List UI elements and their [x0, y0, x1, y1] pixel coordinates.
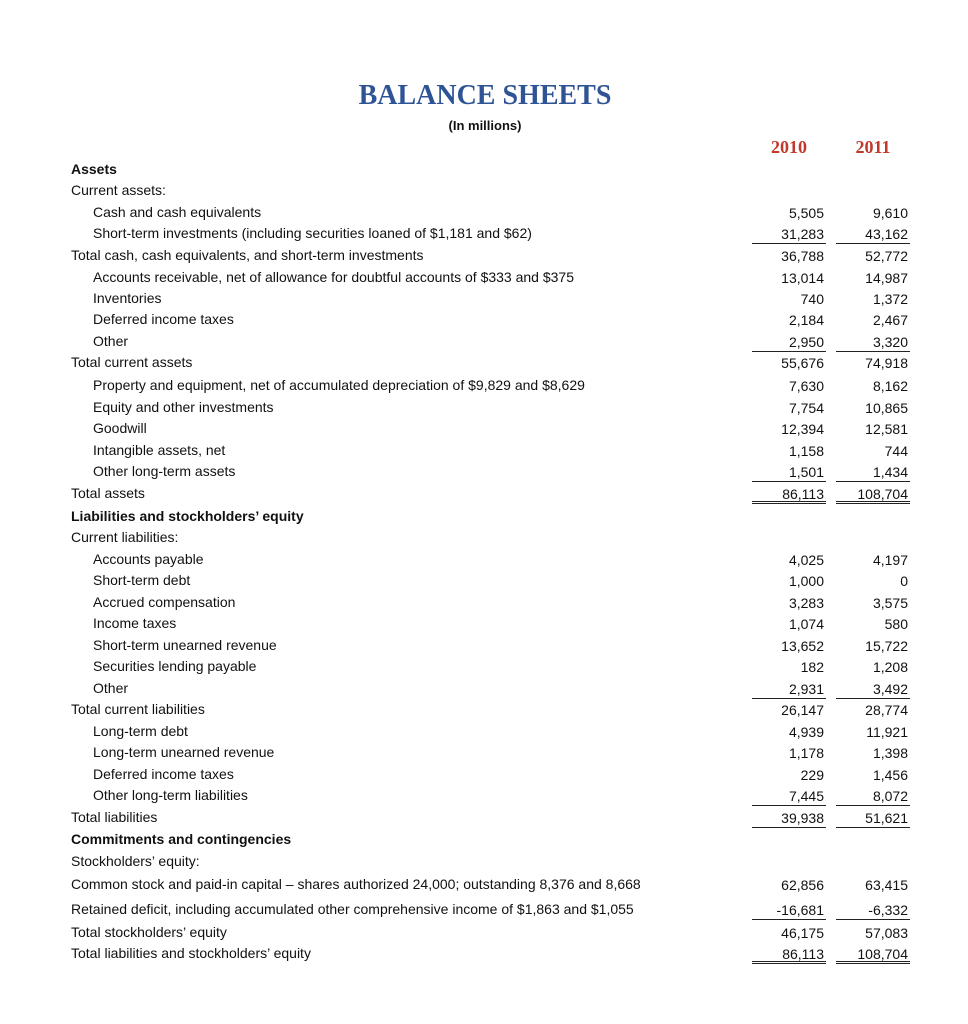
- value-2011: 580: [884, 616, 908, 632]
- table-row: [0, 461, 968, 482]
- table-row: [0, 635, 968, 656]
- row-label: Deferred income taxes: [93, 311, 234, 327]
- row-label: Total cash, cash equivalents, and short-term investments: [71, 247, 424, 263]
- value-2011: 52,772: [865, 248, 908, 264]
- table-row: [0, 764, 968, 785]
- value-2010: 7,754: [788, 400, 824, 416]
- value-2010: 5,505: [788, 205, 824, 221]
- value-2011: 4,197: [872, 552, 908, 568]
- table-row: [0, 309, 968, 330]
- value-2010: 182: [800, 659, 824, 675]
- row-label: Goodwill: [93, 420, 147, 436]
- table-row: [0, 592, 968, 613]
- value-2010: 36,788: [781, 248, 824, 264]
- value-2010: 55,676: [781, 355, 824, 371]
- value-2011: 3,320: [836, 333, 910, 352]
- value-2010: 86,113: [752, 485, 826, 504]
- value-2011: 57,083: [865, 925, 908, 941]
- section-heading: Liabilities and stockholders’ equity: [71, 508, 304, 524]
- table-row: [0, 742, 968, 763]
- value-2010: 2,931: [752, 680, 826, 699]
- table-row: [0, 418, 968, 439]
- section-heading: Assets: [71, 161, 117, 177]
- value-2011: 8,162: [872, 378, 908, 394]
- row-label: Accounts receivable, net of allowance for doubtful accounts of $333 and $375: [93, 269, 574, 285]
- row-label: Total liabilities: [71, 809, 158, 825]
- row-label: Total stockholders’ equity: [71, 924, 227, 940]
- row-label: Other: [93, 680, 129, 696]
- table-row: [0, 506, 968, 527]
- value-2011: 9,610: [872, 205, 908, 221]
- value-2010: 7,630: [788, 378, 824, 394]
- row-label: Other: [93, 333, 129, 349]
- value-2011: 43,162: [836, 225, 910, 244]
- table-row: [0, 785, 968, 806]
- section-heading: Commitments and contingencies: [71, 831, 292, 847]
- table-row: [0, 807, 968, 828]
- row-label: Total current liabilities: [71, 701, 205, 717]
- table-row: [0, 245, 968, 266]
- table-row: [0, 899, 968, 920]
- row-label: Short-term unearned revenue: [93, 637, 277, 653]
- value-2011: 3,575: [872, 595, 908, 611]
- row-label: Current assets:: [71, 182, 166, 198]
- value-2010: 2,184: [788, 312, 824, 328]
- table-row: [0, 483, 968, 504]
- row-label: Total current assets: [71, 354, 193, 370]
- value-2010: 1,074: [788, 616, 824, 632]
- table-row: [0, 375, 968, 396]
- value-2011: -6,332: [836, 901, 910, 920]
- row-label: Accrued compensation: [93, 594, 236, 610]
- row-label: Cash and cash equivalents: [93, 204, 262, 220]
- row-label: Income taxes: [93, 615, 177, 631]
- table-row: [0, 267, 968, 288]
- value-2010: 4,939: [788, 724, 824, 740]
- table-row: [0, 699, 968, 720]
- row-label: Property and equipment, net of accumulated depreciation of $9,829 and $8,629: [93, 377, 585, 393]
- value-2010: 2,950: [752, 333, 826, 352]
- table-row: [0, 331, 968, 352]
- value-2010: 1,158: [788, 443, 824, 459]
- row-label: Long-term debt: [93, 723, 188, 739]
- value-2010: 1,000: [788, 573, 824, 589]
- value-2010: 86,113: [752, 945, 826, 964]
- value-2011: 1,372: [872, 291, 908, 307]
- row-label: Intangible assets, net: [93, 442, 226, 458]
- row-label: Other long-term liabilities: [93, 787, 248, 803]
- table-row: [0, 223, 968, 244]
- table-row: [0, 180, 968, 201]
- value-2011: 108,704: [836, 945, 910, 964]
- value-2011: 0: [900, 573, 908, 589]
- value-2010: 4,025: [788, 552, 824, 568]
- table-row: [0, 656, 968, 677]
- row-label: Total liabilities and stockholders’ equity: [71, 945, 311, 961]
- value-2010: 26,147: [781, 702, 824, 718]
- value-2011: 28,774: [865, 702, 908, 718]
- table-row: [0, 288, 968, 309]
- table-row: [0, 829, 968, 850]
- row-label: Long-term unearned revenue: [93, 744, 275, 760]
- value-2011: 3,492: [836, 680, 910, 699]
- value-2011: 1,208: [872, 659, 908, 675]
- row-label: Total assets: [71, 485, 145, 501]
- table-row: [0, 527, 968, 548]
- row-label: Securities lending payable: [93, 658, 257, 674]
- table-row: [0, 549, 968, 570]
- value-2010: 1,501: [752, 463, 826, 482]
- value-2011: 14,987: [865, 270, 908, 286]
- value-2010: 7,445: [752, 787, 826, 806]
- page-title: BALANCE SHEETS: [358, 80, 612, 111]
- value-2010: 62,856: [781, 877, 824, 893]
- row-label: Common stock and paid-in capital – shares authorized 24,000; outstanding 8,376 and 8,668: [71, 876, 641, 892]
- row-label: Retained deficit, including accumulated other comprehensive income of $1,863 and $1,055: [71, 901, 634, 917]
- value-2010: 13,014: [781, 270, 824, 286]
- value-2010: 229: [800, 767, 824, 783]
- row-label: Accounts payable: [93, 551, 204, 567]
- table-row: [0, 874, 968, 895]
- table-row: [0, 943, 968, 964]
- value-2010: 12,394: [781, 421, 824, 437]
- value-2011: 108,704: [836, 485, 910, 504]
- value-2011: 51,621: [836, 809, 910, 828]
- row-label: Short-term investments (including securities loaned of $1,181 and $62): [93, 225, 532, 241]
- table-row: [0, 721, 968, 742]
- row-label: Other long-term assets: [93, 463, 236, 479]
- table-row: [0, 397, 968, 418]
- column-header-2010: 2010: [771, 137, 807, 157]
- value-2011: 12,581: [865, 421, 908, 437]
- row-label: Inventories: [93, 290, 162, 306]
- value-2010: 31,283: [752, 225, 826, 244]
- value-2011: 1,456: [872, 767, 908, 783]
- table-row: [0, 159, 968, 180]
- table-row: [0, 202, 968, 223]
- table-row: [0, 922, 968, 943]
- value-2011: 74,918: [865, 355, 908, 371]
- table-row: [0, 613, 968, 634]
- column-header-2011: 2011: [855, 137, 891, 157]
- value-2011: 1,398: [872, 745, 908, 761]
- value-2011: 15,722: [865, 638, 908, 654]
- value-2010: 46,175: [781, 925, 824, 941]
- row-label: Stockholders’ equity:: [71, 853, 200, 869]
- value-2011: 744: [884, 443, 908, 459]
- value-2010: 39,938: [752, 809, 826, 828]
- value-2011: 11,921: [866, 724, 908, 740]
- value-2010: 13,652: [781, 638, 824, 654]
- row-label: Current liabilities:: [71, 529, 179, 545]
- value-2011: 63,415: [865, 877, 908, 893]
- value-2010: 1,178: [788, 745, 824, 761]
- value-2011: 8,072: [836, 787, 910, 806]
- value-2010: -16,681: [752, 901, 826, 920]
- table-row: [0, 678, 968, 699]
- table-row: [0, 851, 968, 872]
- table-row: [0, 352, 968, 373]
- value-2011: 2,467: [872, 312, 908, 328]
- units-subtitle: (In millions): [448, 118, 522, 133]
- value-2011: 10,865: [865, 400, 908, 416]
- value-2011: 1,434: [836, 463, 910, 482]
- value-2010: 3,283: [788, 595, 824, 611]
- value-2010: 740: [800, 291, 824, 307]
- row-label: Equity and other investments: [93, 399, 274, 415]
- row-label: Short-term debt: [93, 572, 191, 588]
- table-row: [0, 570, 968, 591]
- row-label: Deferred income taxes: [93, 766, 234, 782]
- table-row: [0, 440, 968, 461]
